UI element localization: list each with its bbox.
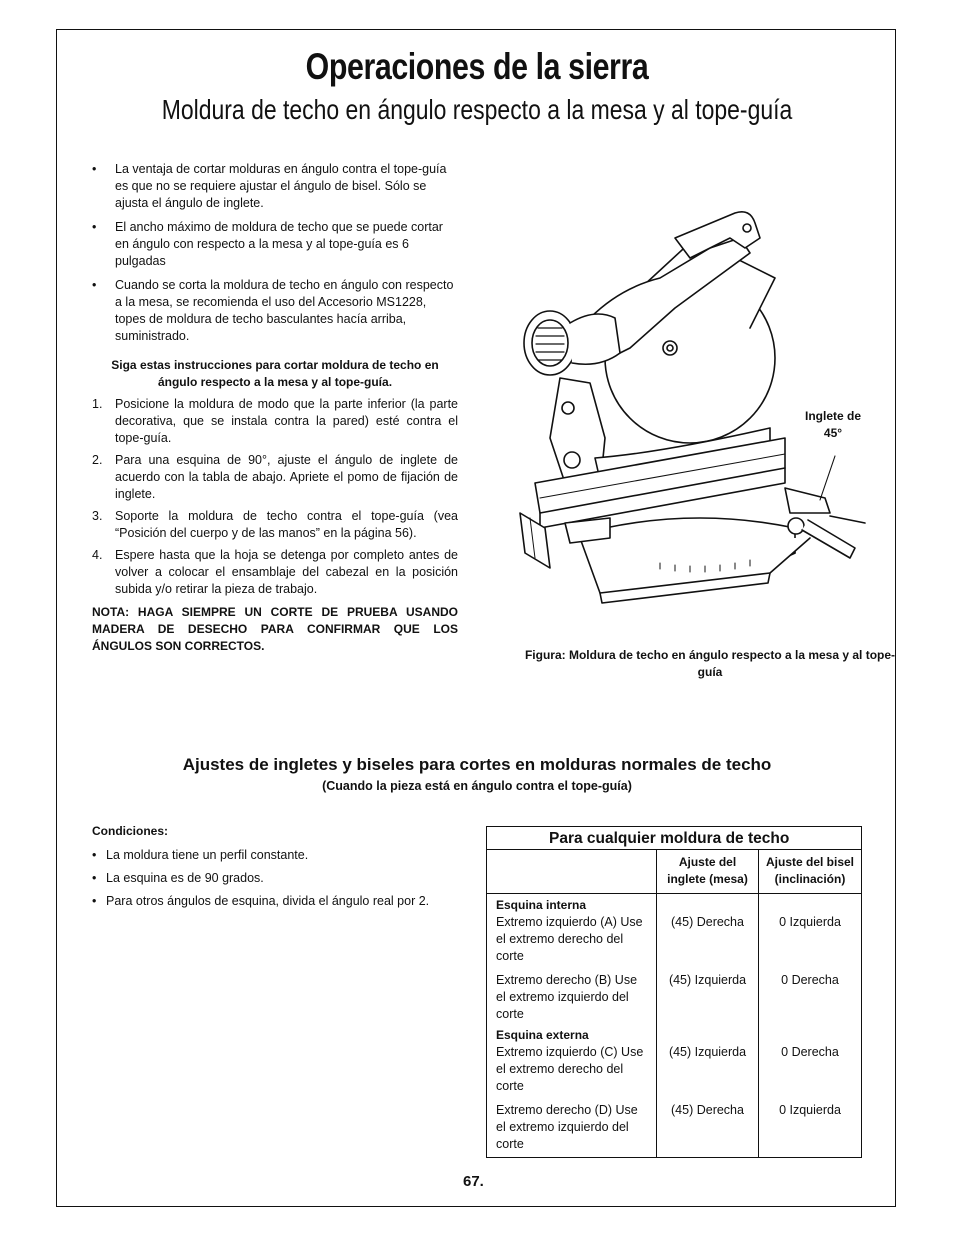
table-row [487,914,862,972]
condition-item: • Para otros ángulos de esquina, divida el ángulo real por 2. [92,893,472,910]
row-label: Extremo izquierdo (A) Use el extremo derecho del corte [496,915,643,963]
instruction-steps [92,396,458,603]
intro-bullet: • El ancho máximo de moldura de techo que se puede cortar en ángulo con respecto a la mesa y al tope-guía es 6 pulgadas [92,219,458,270]
blank-header-cell [487,850,657,894]
step-item [92,452,458,503]
conditions-list [92,847,472,916]
group-label: Esquina interna [496,898,587,912]
step-number: 4. [92,548,103,562]
miter-value: (45) Derecha [657,914,759,972]
page-subtitle: Moldura de techo en ángulo respecto a la mesa y al tope-guía [161,94,793,125]
step-number: 3. [92,509,103,523]
page-title: Operaciones de la sierra [305,46,649,87]
intro-bullet-list [92,161,458,352]
col-header-miter: Ajuste del inglete (mesa) [657,850,759,894]
step-number: 2. [92,453,103,467]
step-text: Soporte la moldura de techo contra el tope-guía (vea “Posición del cuerpo y de las manos” en la página 56). [115,509,458,540]
step-number: 1. [92,397,103,411]
step-text: Para una esquina de 90°, ajuste el ángulo de inglete de acuerdo con la tabla de abajo. Apriete el pomo de fijación de inglete. [115,453,458,501]
settings-title: Ajustes de ingletes y biseles para cortes en molduras normales de techo [182,755,772,774]
bevel-value: 0 Derecha [759,1044,862,1102]
step-text: Posicione la moldura de modo que la parte inferior (la parte decorativa, que se instala contra la pared) esté contra el tope-guía. [115,397,458,445]
col-header-bevel: Ajuste del bisel (inclinación) [759,850,862,894]
miter-value: (45) Izquierda [657,972,759,1027]
settings-table [486,826,862,1158]
step-item [92,547,458,598]
intro-bullet: • La ventaja de cortar molduras en ángulo contra el tope-guía es que no se requiere ajustar el ángulo de bisel. Sólo se ajusta el ángulo de inglete. [92,161,458,212]
step-item [92,396,458,447]
row-label: Extremo derecho (B) Use el extremo izquierdo del corte [496,973,638,1021]
table-title: Para cualquier moldura de techo [487,827,862,850]
instructions-heading: Siga estas instrucciones para cortar moldura de techo en ángulo respecto a la mesa y al tope-guía. [111,358,439,389]
miter-value: (45) Derecha [657,1102,759,1158]
table-row [487,972,862,1027]
condition-item: • La esquina es de 90 grados. [92,870,472,887]
miter-callout: Inglete de 45° [804,409,861,440]
step-item [92,508,458,542]
bevel-value: 0 Izquierda [759,914,862,972]
table-row [487,1102,862,1158]
table-group-row [487,894,862,915]
bevel-value: 0 Izquierda [759,1102,862,1158]
intro-bullet: • Cuando se corta la moldura de techo en ángulo con respecto a la mesa, se recomienda el uso del Accesorio MS1228, topes de moldura de techo basculantes hacía arriba, suministrado. [92,277,458,345]
safety-note: NOTA: HAGA SIEMPRE UN CORTE DE PRUEBA USANDO MADERA DE DESECHO PARA CONFIRMAR QUE LOS ÁNGULOS SON CORRECTOS. [92,605,458,653]
page-number: 67. [463,1173,484,1190]
step-text: Espere hasta que la hoja se detenga por completo antes de volver a colocar el ensamblaje del cabezal en la posición subida y/o retirar la pieza de trabajo. [115,548,458,596]
row-label: Extremo derecho (D) Use el extremo izquierdo del corte [496,1103,638,1151]
conditions-heading: Condiciones: [92,824,169,838]
condition-item: • La moldura tiene un perfil constante. [92,847,472,864]
figure-caption: Figura: Moldura de techo en ángulo respecto a la mesa y al tope-guía [524,648,896,679]
group-label: Esquina externa [496,1028,589,1042]
row-label: Extremo izquierdo (C) Use el extremo derecho del corte [496,1045,644,1093]
settings-subtitle: (Cuando la pieza está en ángulo contra el tope-guía) [322,779,632,793]
miter-value: (45) Izquierda [657,1044,759,1102]
bevel-value: 0 Derecha [759,972,862,1027]
table-group-row [487,1027,862,1044]
table-row [487,1044,862,1102]
